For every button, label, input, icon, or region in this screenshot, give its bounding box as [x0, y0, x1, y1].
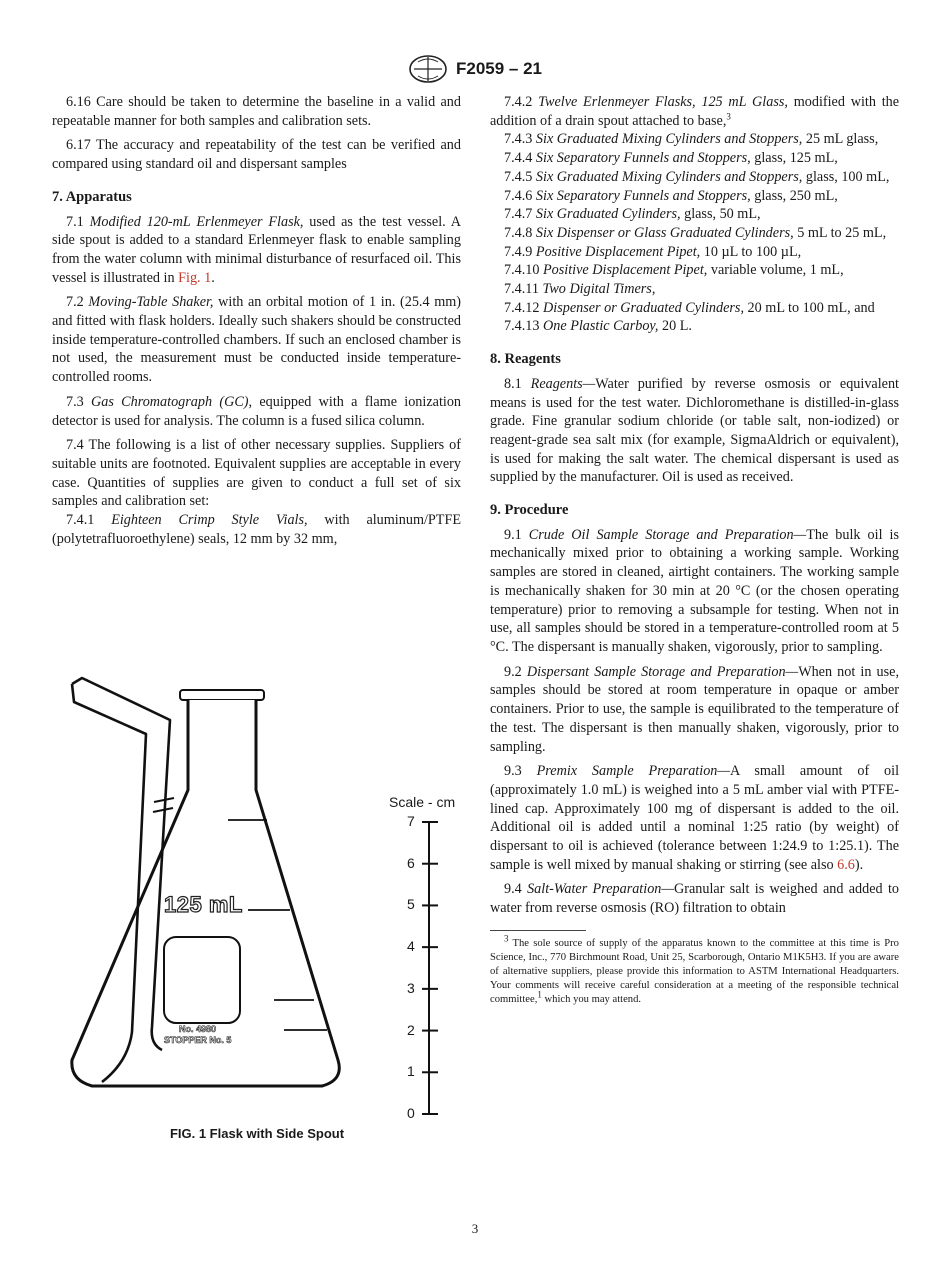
section-6-6-link[interactable]: 6.6 — [837, 856, 855, 873]
paragraph-9-2: 9.2 Dispersant Sample Storage and Preparation—When not in use, samples should be stored at room temperature in opaque or amber containers. Prior to use, the sample is equilibrated to the temperature of the test. The dispersant is then manually shaken, vigorously, prior to sampling. — [490, 663, 900, 755]
paragraph-7-4-13: 7.4.13 One Plastic Carboy, 20 L. — [504, 318, 692, 335]
figure-1 — [52, 672, 472, 1142]
scale-tick-label: 2 — [407, 1021, 415, 1038]
scale-tick-label: 1 — [407, 1063, 415, 1080]
section-heading-reagents: 8. Reagents — [490, 351, 561, 368]
paragraph-7-4-7: 7.4.7 Six Graduated Cylinders, glass, 50 mL, — [504, 206, 761, 223]
paragraph-7-4-10: 7.4.10 Positive Displacement Pipet, variable volume, 1 mL, — [504, 262, 844, 279]
paragraph-7-4-5: 7.4.5 Six Graduated Mixing Cylinders and Stoppers, glass, 100 mL, — [504, 168, 890, 185]
paragraph-7-4-3: 7.4.3 Six Graduated Mixing Cylinders and Stoppers, 25 mL glass, — [504, 131, 879, 148]
paragraph-7-4-1: 7.4.1 Eighteen Crimp Style Vials, with aluminum/PTFE (polytetrafluoroethylene) seals, 12 mm by 32 mm, — [52, 512, 462, 547]
footnote-ref-3[interactable]: 3 — [726, 110, 731, 121]
flask-volume-label: 125 mL — [164, 892, 243, 917]
paragraph-7-3: 7.3 Gas Chromatograph (GC), equipped with a flame ionization detector is used for analysis. The column is a fused silica column. — [52, 393, 462, 429]
standard-code: F2059 – 21 — [455, 59, 542, 78]
paragraph-7-4-11: 7.4.11 Two Digital Timers, — [504, 281, 656, 298]
page-number: 3 — [471, 1221, 479, 1236]
paragraph-9-3: 9.3 Premix Sample Preparation—A small amount of oil (approximately 1.0 mL) is weighed into a 5 mL amber vial with PTFE-lined cap. Approximately 100 mg of dispersant is added to the oil. Additional oil is added until a nominal 1:25 ratio (by weight) of dispersant to oil is achieved (tolerance between 1:24.9 to 1:25.1). The sample is well mixed by manual shaking or stirring (see also 6.6). — [490, 763, 900, 873]
right-column — [490, 93, 899, 1007]
paragraph-7-4-6: 7.4.6 Six Separatory Funnels and Stoppers, glass, 250 mL, — [504, 187, 838, 204]
footnote-divider — [490, 930, 586, 931]
paragraph-7-4-2: 7.4.2 Twelve Erlenmeyer Flasks, 125 mL Glass, modified with the addition of a drain spout attached to base,$^3$ — [490, 94, 900, 129]
paragraph-6-16: 6.16 Care should be taken to determine the baseline in a valid and repeatable manner for both samples and calibration sets. — [52, 94, 461, 129]
scale-tick-label: 5 — [407, 896, 415, 913]
paragraph-9-4: 9.4 Salt-Water Preparation—Granular salt is weighed and added to water from reverse osmosis (RO) filtration to obtain — [490, 881, 899, 917]
paragraph-7-2: 7.2 Moving-Table Shaker, with an orbital motion of 1 in. (25.4 mm) and fitted with flask holders. Ideally such shakers should be constructed inside temperature-controlled chambers. If such an enclosed chamber is not used, the measurement must be conducted inside temperature-controlled rooms. — [52, 294, 462, 386]
astm-logo-icon — [408, 54, 448, 84]
paragraph-8-1: 8.1 Reagents—Water purified by reverse osmosis or equivalent means is used for the test water. Dichloromethane is distilled-in-glass grade. Fine granular sodium chloride (or table salt, non-iodized) or reagent-grade sea salt mix (for example, SigmaAldrich or equivalent), is used for making the salt water. The chemical dispersant is used as supplied by the manufacturer. Oil is used as received. — [490, 375, 899, 486]
scale-tick-label: 6 — [407, 854, 415, 871]
paragraph-7-4-9: 7.4.9 Positive Displacement Pipet, 10 µL to 100 µL, — [504, 243, 802, 260]
flask-stopper-label: STOPPER No. 5 — [164, 1035, 232, 1045]
figure-1-link[interactable]: Fig. 1 — [178, 269, 212, 286]
figure-caption: FIG. 1 Flask with Side Spout — [169, 1126, 345, 1141]
page-header — [0, 54, 950, 84]
scale-tick-label: 7 — [407, 813, 415, 829]
paragraph-7-4-8: 7.4.8 Six Dispenser or Glass Graduated Cylinders, 5 mL to 25 mL, — [504, 224, 887, 241]
paragraph-7-4: 7.4 The following is a list of other necessary supplies. Suppliers of suitable units are footnoted. Equivalent supplies are acceptable in every case. Quantities of supplies are given to conduct a full set of six samples and calibration set: — [52, 437, 462, 510]
scale-tick-label: 0 — [407, 1105, 415, 1121]
paragraph-9-1: 9.1 Crude Oil Sample Storage and Preparation—The bulk oil is mechanically mixed prior to obtaining a working sample. Working samples are stored in cleaned, airtight containers. The working sample is mechanically shaken for 30 min at 20 °C (or the chosen operating temperature) prior to removing a subsample for testing. When not in use, all samples should be stored in a temperature-controlled room at 5 °C. The dispersant is manually shaken, vigorously, prior to sampling. — [490, 526, 900, 655]
scale-tick-label: 4 — [407, 938, 415, 955]
paragraph-7-4-12: 7.4.12 Dispenser or Graduated Cylinders, 20 mL to 100 mL, and — [504, 299, 875, 316]
scale-title: Scale - cm — [389, 794, 456, 810]
paragraph-7-4-4: 7.4.4 Six Separatory Funnels and Stoppers, glass, 125 mL, — [504, 150, 838, 167]
footnote-3: $^3$ The sole source of supply of the apparatus known to the committee at this time is Pro Science, Inc., 770 Birchmount Road, Unit 25, Scarborough, Ontario M1K5H3. If you are aware of alternative suppliers, please provide this information to ASTM International Headquarters. Your comments will receive careful consideration at a meeting of the responsible technical committee,$^1$ which you may attend. — [490, 933, 899, 1005]
section-heading-apparatus: 7. Apparatus — [52, 188, 132, 205]
left-column — [52, 93, 461, 554]
section-heading-procedure: 9. Procedure — [490, 502, 569, 519]
flask-number-label: No. 4980 — [179, 1024, 217, 1034]
scale-tick-label: 3 — [407, 979, 415, 996]
paragraph-6-17: 6.17 The accuracy and repeatability of the test can be verified and compared using standard oil and dispersant samples — [52, 137, 461, 173]
paragraph-7-1: 7.1 Modified 120-mL Erlenmeyer Flask, used as the test vessel. A side spout is added to a standard Erlenmeyer flask to enable sampling from the water column with minimal disturbance of resurfaced oil. This vessel is illustrated in Fig. 1. — [52, 213, 462, 286]
